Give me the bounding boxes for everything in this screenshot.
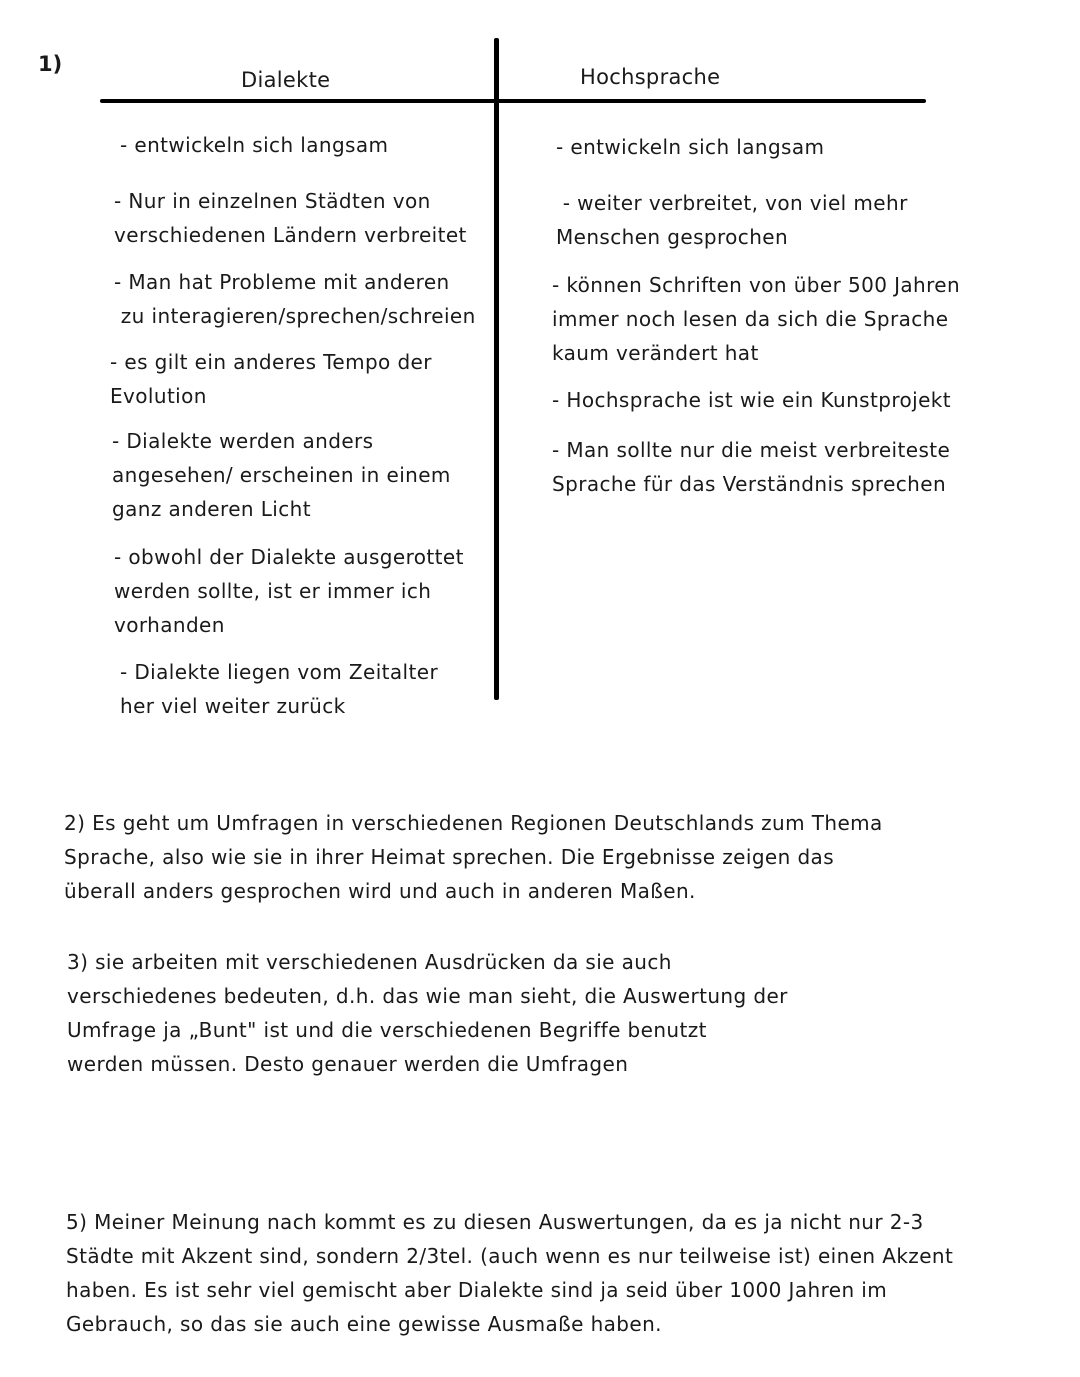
dialekte-item-2: - Nur in einzelnen Städten von verschiedenen Ländern verbreitet (114, 189, 467, 247)
dialekte-item-6: - obwohl der Dialekte ausgerottet werden sollte, ist er immer ich vorhanden (114, 545, 464, 637)
dialekte-item-1: - entwickeln sich langsam (120, 133, 389, 157)
question-1-number: 1) (38, 52, 63, 76)
dialekte-item-5: - Dialekte werden anders angesehen/ erscheinen in einem ganz anderen Licht (112, 429, 451, 521)
table-horizontal-rule (100, 99, 926, 103)
hochsprache-header: Hochsprache (580, 65, 721, 89)
hochsprache-item-4: - Hochsprache ist wie ein Kunstprojekt (552, 388, 952, 412)
table-vertical-rule (494, 38, 499, 700)
dialekte-item-7: - Dialekte liegen vom Zeitalter her viel weiter zurück (120, 660, 439, 718)
answer-5-text: 5) Meiner Meinung nach kommt es zu diesen Auswertungen, da es ja nicht nur 2-3 Städte mit Akzent sind, sondern 2/3tel. (auch wenn es nur teilweise ist) einen Akzent haben. Es ist sehr viel gemischt aber Dialekte sind ja seid über 1000 Jahren im Gebrauch, so das sie auch eine gewisse Ausmaße haben. (66, 1210, 954, 1336)
dialekte-item-3: - Man hat Probleme mit anderen zu interagieren/sprechen/schreien (114, 270, 476, 328)
dialekte-item-4: - es gilt ein anderes Tempo der Evolution (110, 350, 432, 408)
answer-2-text: 2) Es geht um Umfragen in verschiedenen Regionen Deutschlands zum Thema Sprache, also wie sie in ihrer Heimat sprechen. Die Ergebnisse zeigen das überall anders gesprochen wird und auch in anderen Maßen. (64, 811, 883, 903)
dialekte-header: Dialekte (241, 68, 331, 92)
hochsprache-item-2: - weiter verbreitet, von viel mehr Menschen gesprochen (556, 191, 908, 249)
hochsprache-item-3: - können Schriften von über 500 Jahren immer noch lesen da sich die Sprache kaum verändert hat (552, 273, 961, 365)
answer-3-text: 3) sie arbeiten mit verschiedenen Ausdrücken da sie auch verschiedenes bedeuten, d.h. das wie man sieht, die Auswertung der Umfrage ja „Bunt" ist und die verschiedenen Begriffe benutzt werden müssen. Desto genauer werden die Umfragen (67, 950, 788, 1076)
hochsprache-item-5: - Man sollte nur die meist verbreiteste Sprache für das Verständnis sprechen (552, 438, 951, 496)
hochsprache-item-1: - entwickeln sich langsam (556, 135, 825, 159)
